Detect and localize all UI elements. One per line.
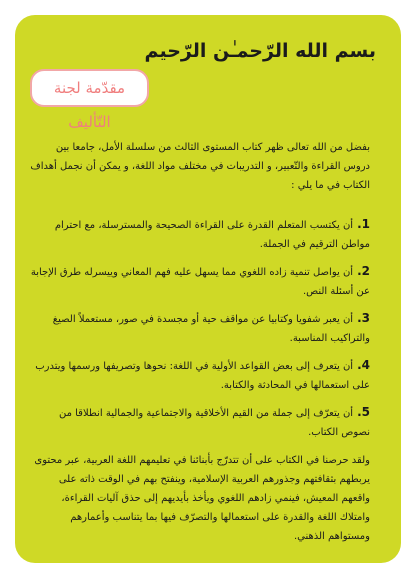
objective-text: أن يتعرف إلى بعض القواعد الأولية في اللغة: نحوها وتصريفها ورسمها ويتدرب على استعمالها في المحادثة والكتابة. [35,361,370,391]
intro-paragraph: بفضل من الله تعالى ظهر كتاب المستوى الثالث من سلسلة الأمل، جامعا بين دروس القراءة والتّعبير، و التدريبات في مختلف مواد اللغة، و يمكن أن نجمل أهداف الكتاب في ما يلي : [30,142,370,191]
objective-item-1 [30,215,370,254]
objective-item-2 [30,262,370,301]
objective-text: أن يتعرّف إلى جملة من القيم الأخلاقية والاجتماعية والجمالية انطلاقا من نصوص الكتاب. [58,408,370,438]
objective-number: 5. [357,405,370,419]
objective-item-5 [30,403,370,442]
objective-number: 4. [357,358,370,372]
objective-number: 3. [357,311,370,325]
closing-paragraph: ولقد حرصنا في الكتاب على أن تتدرّج بأبنائنا في تعليمهم اللغة العربية، عبر محتوى يربطهم بثقافتهم وجذورهم العربية الإسلامية، وينفتح بهم في الوقت ذاته على واقعهم المعيش، فينمي زادهم اللغوي ويأخذ بأيديهم إلى حذق آليات القراءة، وامتلاك اللغة والقدرة على استعمالها والتصرّف فيها بما يتناسب وأعمارهم ومستواهم الذهني. [34,455,370,542]
objective-text: أن يواصل تنمية زاده اللغوي مما يسهل عليه فهم المعاني وييسرله طرق الإجابة عن أسئلة النص. [30,267,370,297]
objective-text: أن يكتسب المتعلم القدرة على القراءة الصحيحة والمسترسلة، مع احترام مواطن الترقيم في الجملة. [54,220,370,250]
objective-number: 2. [357,264,370,278]
basmala-heading: بسم الله الرّحمـٰن الرّحيم [144,40,376,62]
text-body [30,138,370,546]
objective-number: 1. [357,217,370,231]
intro-title-box: مقدّمة لجنة التّأليف [30,69,149,107]
objective-item-4 [30,356,370,395]
objective-item-3 [30,309,370,348]
objective-text: أن يعبر شفويا وكتابيا عن مواقف حية أو مجسدة في صور، مستعملاً الصيغ والتراكيب المناسبة. [52,314,370,344]
